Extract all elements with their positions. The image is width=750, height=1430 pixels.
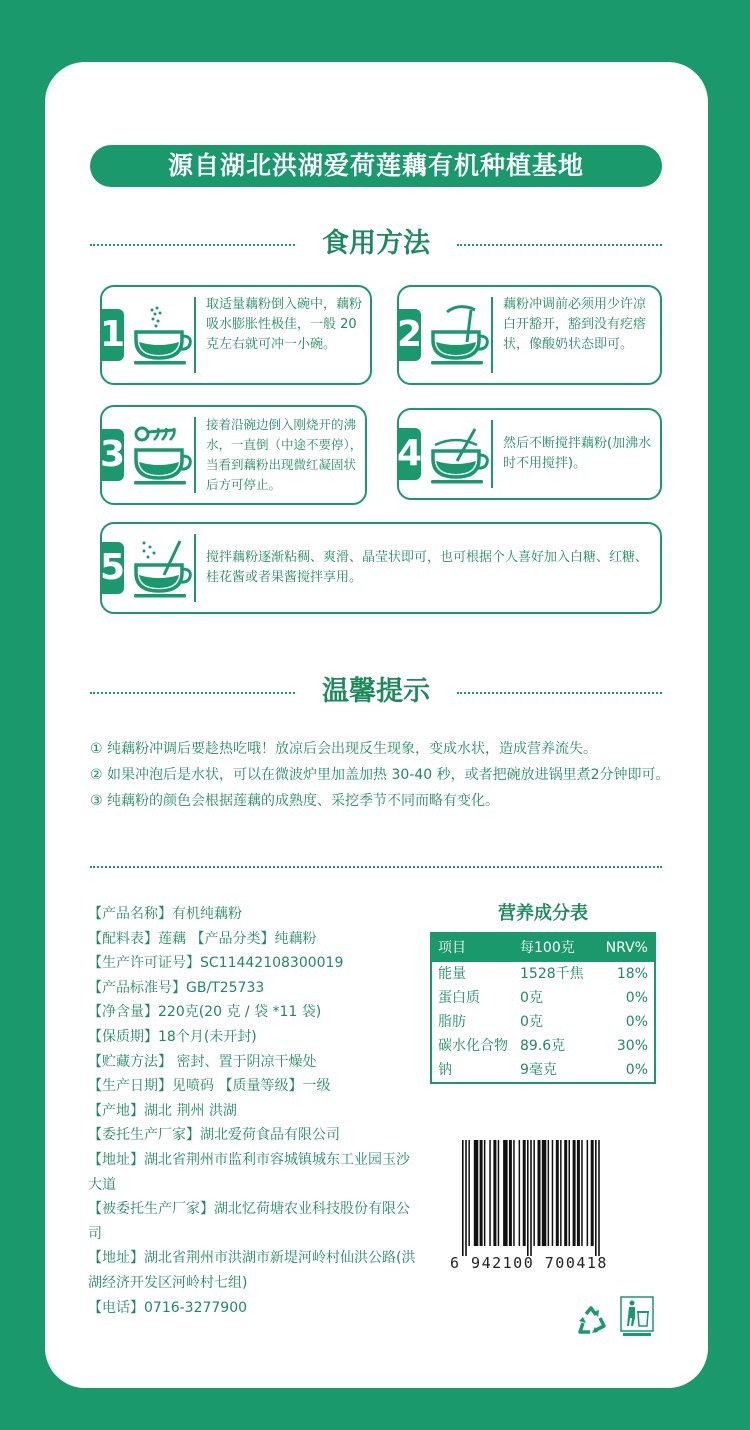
barcode (458, 1140, 658, 1256)
info-line: 【地址】湖北省荆州市监利市容城镇城东工业园玉沙大道 (88, 1151, 410, 1193)
step-divider (194, 417, 196, 493)
dotted-separator (90, 866, 662, 868)
origin-banner: 源自湖北洪湖爱荷莲藕有机种植基地 (90, 145, 662, 187)
tip-item: ① 纯藕粉冲调后要趁热吃哦！放凉后会出现反生现象，变成水状，造成营养流失。 (90, 741, 597, 757)
step-text: 藕粉冲调前必须用少许凉白开豁开，豁到没有疙瘩状，像酸奶状态即可。 (503, 297, 647, 352)
tips-title: 温馨提示 (322, 676, 430, 707)
nutrient-amount: 1528千焦 (520, 966, 584, 982)
barcode-bar (542, 1140, 547, 1246)
barcode-bar (548, 1140, 550, 1246)
table-row (432, 962, 654, 986)
nutrient-name: 钠 (438, 1062, 452, 1078)
nutrient-amount: 0克 (520, 1014, 543, 1030)
barcode-bar (484, 1140, 486, 1246)
barcode-bar (503, 1140, 508, 1246)
info-line: 【委托生产厂家】湖北爱荷食品有限公司 (88, 1127, 340, 1144)
step-2 (397, 285, 662, 385)
info-line: 【产地】湖北 荆州 洪湖 (88, 1102, 237, 1119)
barcode-bar (569, 1140, 571, 1246)
recycle-icon (576, 1306, 606, 1336)
step-1 (100, 285, 372, 385)
nutrient-amount: 9毫克 (520, 1062, 557, 1078)
barcode-bar (591, 1140, 594, 1246)
barcode-bar (465, 1140, 467, 1256)
nutrient-name: 脂肪 (438, 1014, 466, 1030)
barcode-bar (468, 1140, 470, 1246)
bowl-powder-icon (130, 302, 196, 368)
bowl-sugar-icon (130, 535, 196, 601)
info-line: 【保质期】18个月(未开封) (88, 1028, 257, 1045)
trash-bin-icon (620, 1296, 654, 1338)
info-line: 【生产许可证号】SC11442108300019 (88, 955, 344, 972)
step-number: 1 (100, 309, 124, 361)
step-text: 取适量藕粉倒入碗中，藕粉吸水膨胀性极佳，一般 20 克左右就可冲一小碗。 (206, 297, 363, 352)
step-divider (491, 297, 493, 373)
step-number: 3 (100, 429, 124, 481)
nutrient-nrv: 18% (616, 966, 648, 982)
column-header: 每100克 (520, 940, 575, 956)
table-row (432, 1058, 654, 1082)
step-divider (491, 420, 493, 488)
barcode-bar (530, 1140, 532, 1256)
nutrient-nrv: 0% (625, 1014, 648, 1030)
info-line: 【地址】湖北省荆州市洪湖市新堤河岭村仙洪公路(洪湖经济开发区河岭村七组) (88, 1250, 416, 1291)
barcode-bar (462, 1140, 464, 1256)
table-row (432, 986, 654, 1010)
info-line: 【生产日期】见喷码 【质量等级】一级 (88, 1078, 331, 1095)
barcode-bar (489, 1140, 491, 1246)
step-3 (100, 405, 367, 505)
info-line: 【配料表】莲藕 【产品分类】纯藕粉 (88, 930, 317, 947)
step-text: 然后不断搅拌藕粉(加沸水时不用搅拌)。 (503, 436, 652, 471)
barcode-bar (564, 1140, 567, 1246)
step-number: 4 (397, 428, 421, 480)
info-line: 【产品标准号】GB/T25733 (88, 979, 265, 996)
step-text: 搅拌藕粉逐渐粘稠、爽滑、晶莹状即可，也可根据个人喜好加入白糖、红糖、桂花酱或者果酱搅拌享用。 (206, 550, 649, 585)
info-line: 【净含量】220克(20 克 / 袋 *11 袋) (88, 1004, 322, 1021)
barcode-bar (560, 1140, 562, 1246)
barcode-bar (552, 1140, 554, 1246)
tips-section-header (90, 672, 662, 712)
step-divider (194, 534, 196, 602)
barcode-bar (587, 1140, 589, 1246)
nutrient-name: 蛋白质 (438, 990, 480, 1006)
nutrient-name: 能量 (438, 966, 466, 982)
step-divider (194, 297, 196, 373)
info-line: 【电话】0716-3277900 (88, 1299, 248, 1316)
usage-title: 食用方法 (322, 228, 430, 259)
nutrition-title: 营养成分表 (498, 903, 588, 924)
table-header-row (432, 934, 654, 962)
nutrient-nrv: 30% (616, 1038, 648, 1054)
step-number: 2 (397, 309, 421, 361)
tips-list (90, 736, 670, 814)
nutrient-amount: 0克 (520, 990, 543, 1006)
product-info (88, 902, 418, 1320)
table-row (432, 1010, 654, 1034)
nutrient-nrv: 0% (625, 1062, 648, 1078)
nutrition-table (430, 932, 656, 1084)
nutrient-name: 碳水化合物 (438, 1038, 508, 1054)
nutrient-amount: 89.6克 (520, 1038, 566, 1054)
barcode-bar (493, 1140, 496, 1246)
info-line: 【产品名称】有机纯藕粉 (88, 906, 242, 922)
kettle-bowl-icon (130, 422, 196, 488)
nutrient-nrv: 0% (625, 990, 648, 1006)
info-line: 【被委托生产厂家】湖北忆荷塘农业科技股份有限公司 (88, 1201, 410, 1242)
barcode-bar (523, 1140, 526, 1246)
barcode-bar (509, 1140, 512, 1246)
barcode-bar (519, 1140, 521, 1246)
barcode-bar (577, 1140, 580, 1246)
barcode-bar (538, 1140, 541, 1246)
barcode-bar (480, 1140, 483, 1246)
step-text: 接着沿碗边倒入刚烧开的沸水，一直倒（中途不要停），当看到藕粉出现微红凝固状后方可停止。 (206, 417, 363, 492)
step-4 (397, 408, 662, 500)
usage-section-header (90, 224, 662, 264)
barcode-bar (598, 1140, 600, 1256)
barcode-bar (581, 1140, 583, 1246)
barcode-number: 6 942100 700418 (450, 1254, 608, 1272)
bowl-spoon-pour-icon (427, 302, 493, 368)
step-5 (100, 522, 662, 614)
barcode-bar (556, 1140, 559, 1246)
barcode-bar (474, 1140, 479, 1246)
tip-item: ③ 纯藕粉的颜色会根据莲藕的成熟度、采挖季节不同而略有变化。 (90, 793, 499, 809)
bowl-stir-icon (427, 421, 493, 487)
column-header: NRV% (605, 940, 648, 956)
step-number: 5 (100, 542, 124, 594)
tip-item: ② 如果冲泡后是水状，可以在微波炉里加盖加热 30-40 秒，或者把碗放进锅里煮2分钟即可。 (90, 767, 670, 783)
barcode-bar (513, 1140, 515, 1246)
table-row (432, 1034, 654, 1058)
barcode-bar (527, 1140, 529, 1256)
column-header: 项目 (438, 940, 466, 956)
barcode-bar (573, 1140, 576, 1246)
info-line: 【贮藏方法】 密封、置于阴凉干燥处 (88, 1053, 317, 1070)
barcode-bar (498, 1140, 500, 1246)
barcode-bar (533, 1140, 535, 1246)
barcode-bar (595, 1140, 597, 1256)
